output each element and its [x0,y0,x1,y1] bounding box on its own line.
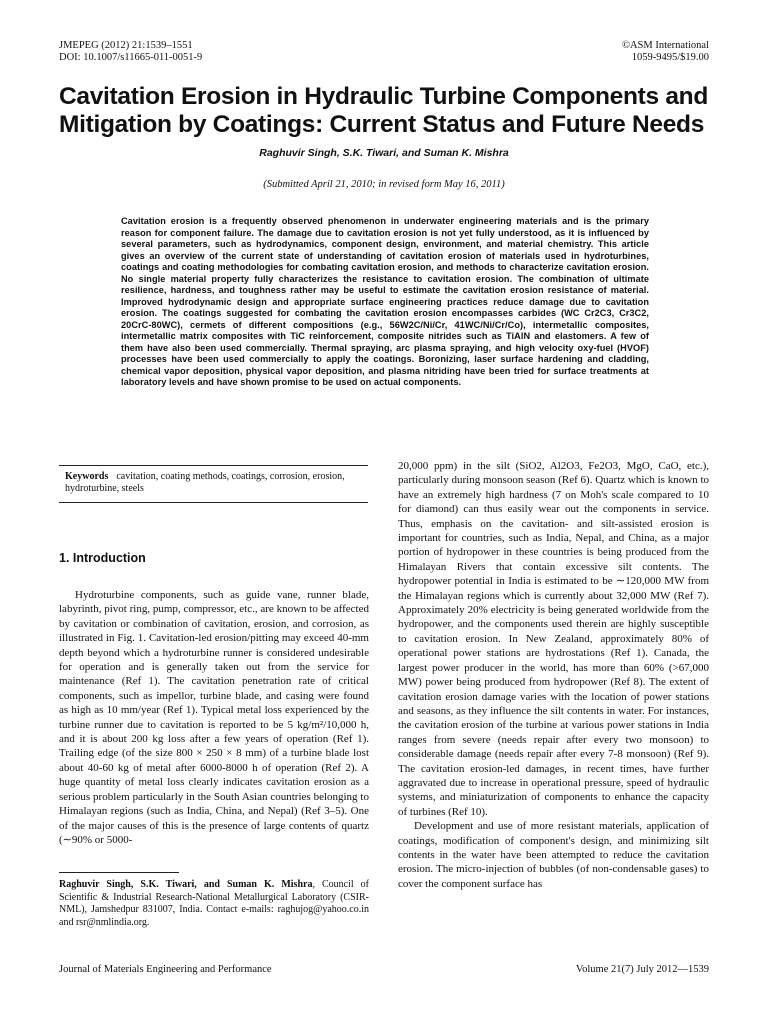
footer-journal: Journal of Materials Engineering and Performance [59,964,272,975]
publisher: ©ASM International [621,40,709,51]
keywords-box [59,465,368,503]
running-header-right [622,40,709,64]
issn-price: 1059-9495/$19.00 [631,52,709,63]
column-right [398,459,709,891]
journal-citation: JMEPEG (2012) 21:1539–1551 [59,40,193,51]
running-header-left [59,40,202,64]
author-list: Raghuvir Singh, S.K. Tiwari, and Suman K. Mishra [259,147,509,159]
body-paragraph: Development and use of more resistant materials, application of coatings, modification of component's design, and minimizing silt contents in the water have been attempted to reduce the cavitation erosion. The micro-injection of bubbles (of non-condensable gases) to cover the component surface has [398,820,709,890]
keywords-label: Keywords [65,471,109,482]
footnote-rule [59,872,179,873]
footnote-authors: Raghuvir Singh, S.K. Tiwari, and Suman K. Mishra [59,879,313,890]
column-left [59,588,369,847]
section-heading: 1. Introduction [59,551,146,565]
keywords-text: cavitation, coating methods, coatings, corrosion, erosion, hydroturbine, steels [65,471,345,494]
body-paragraph-continued: 20,000 ppm) in the silt (SiO2, Al2O3, Fe2O3, MgO, CaO, etc.), particularly during monsoon season (Ref 6). Quartz which is known to have an extremely high hardness (7 on Moh's scale compared to 10 for diamond) can thus easily wear out the components in service. Thus, emphasis on the cavitation- and silt-assisted erosion is important for countries, such as India, Nepal, and China, as a major portion of hydropower in these countries is being produced from the Himalayan Rivers that contain excessive silt contents. The hydropower potential in India is estimated to be ∼120,000 MW from the Himalayan regions which is currently about 32,000 MW (Ref 7). Approximately 20% electricity is being generated worldwide from the hydropower, and the components used therein are highly susceptible to cavitation erosion. In New Zealand, approximately 80% of operational power stations are hydrostations (Ref 1). Canada, the largest power producer in the world, has more than 60% (>67,000 MW) power being produced from hydropower (Ref 8). The extent of cavitation erosion damage varies with the location of power stations and seasons, as they influence the silt contents in water. For instances, the cavitation erosion of the turbine at various power stations in India ranges from severe (needs repair after every two monsoon) to considerable damage (needs repair after every 7-8 monsoon) (Ref 9). The cavitation erosion-led damages, in recent times, have further aggravated due to increase in operational pressure, speed of hydraulic systems, and miniaturization of components to enhance the capacity of turbines (Ref 10). [398,460,709,818]
abstract: Cavitation erosion is a frequently observed phenomenon in underwater engineering materials and is the primary reason for component failure. The damage due to cavitation erosion is not yet fully understood, as it is influenced by several parameters, such as hydrodynamics, component design, environment, and material chemistry. This article gives an overview of the current state of understanding of cavitation erosion of materials used in hydroturbines, coatings and coating methodologies for combating cavitation erosion, and methods to characterize cavitation erosion. No single material property fully characterizes the resistance to cavitation erosion. The combination of ultimate resilience, hardness, and toughness rather may be useful to estimate the cavitation erosion resistance of material. Improved hydrodynamic design and appropriate surface engineering practices reduce damage due to cavitation erosion. The coatings suggested for combating the cavitation erosion encompasses carbides (WC Cr2C3, Cr3C2, 20CrC-80WC), cermets of different compositions (e.g., 56W2C/Ni/Cr, 41WC/Ni/Cr/Co), intermetallic composites, intermetallic matrix composites with TiC reinforcement, composite nitrides such as TiAlN and elastomers. A few of them have also been used commercially. Thermal spraying, arc plasma spraying, and high velocity oxy-fuel (HVOF) processes have been used commercially to apply the coatings. Boronizing, laser surface hardening and cladding, chemical vapor deposition, physical vapor deposition, and plasma nitriding have been tried for surface treatments at laboratory levels and have shown promise to be used on actual components. [121,216,649,387]
footnote-affiliation: , Council of Scientific & Industrial Research-National Metallurgical Laboratory (CSIR-NML), Jamshedpur 831007, India. Contact e-mails: raghujog@yahoo.co.in and rsr@nmlindia.org. [59,879,370,928]
intro-paragraph: Hydroturbine components, such as guide vane, runner blade, labyrinth, pivot ring, pump, compressor, etc., are known to be affected by cavitation or combination of cavitation, erosion, and corrosion, as illustrated in Fig. 1. Cavitation-led erosion/pitting may exceed 40-mm depth beyond which a hydroturbine runner is considered undesirable for operation and is generally taken out from the service for maintenance (Ref 1). The cavitation penetration rate of critical components, such as impellor, turbine blade, and casing were found as high as 10 mm/year (Ref 1). Typical metal loss experienced by the turbine runner due to cavitation is reported to be 5 kg/m²/10,000 h, and it is about 200 kg loss after a few years of operation (Ref 1). Trailing edge (of the size 800 × 250 × 8 mm) of a turbine blade lost about 40-60 kg of metal after 6000-8000 h of operation (Ref 2). A huge quantity of metal loss clearly indicates cavitation erosion as a serious problem particularly in the South Asian countries belonging to Himalayan regions (such as India, China, and Nepal) (Ref 3–5). One of the major causes of this is the presence of large contents of quartz (∼90% or 5000- [59,589,369,846]
submission-dates: (Submitted April 21, 2010; in revised form May 16, 2011) [263,179,505,190]
footer-volume-page: Volume 21(7) July 2012—1539 [575,964,709,975]
doi[interactable]: DOI: 10.1007/s11665-011-0051-9 [59,52,203,63]
article-title: Cavitation Erosion in Hydraulic Turbine Components and Mitigation by Coatings: Current Status and Future Needs [59,83,708,138]
author-footnote [59,879,369,929]
